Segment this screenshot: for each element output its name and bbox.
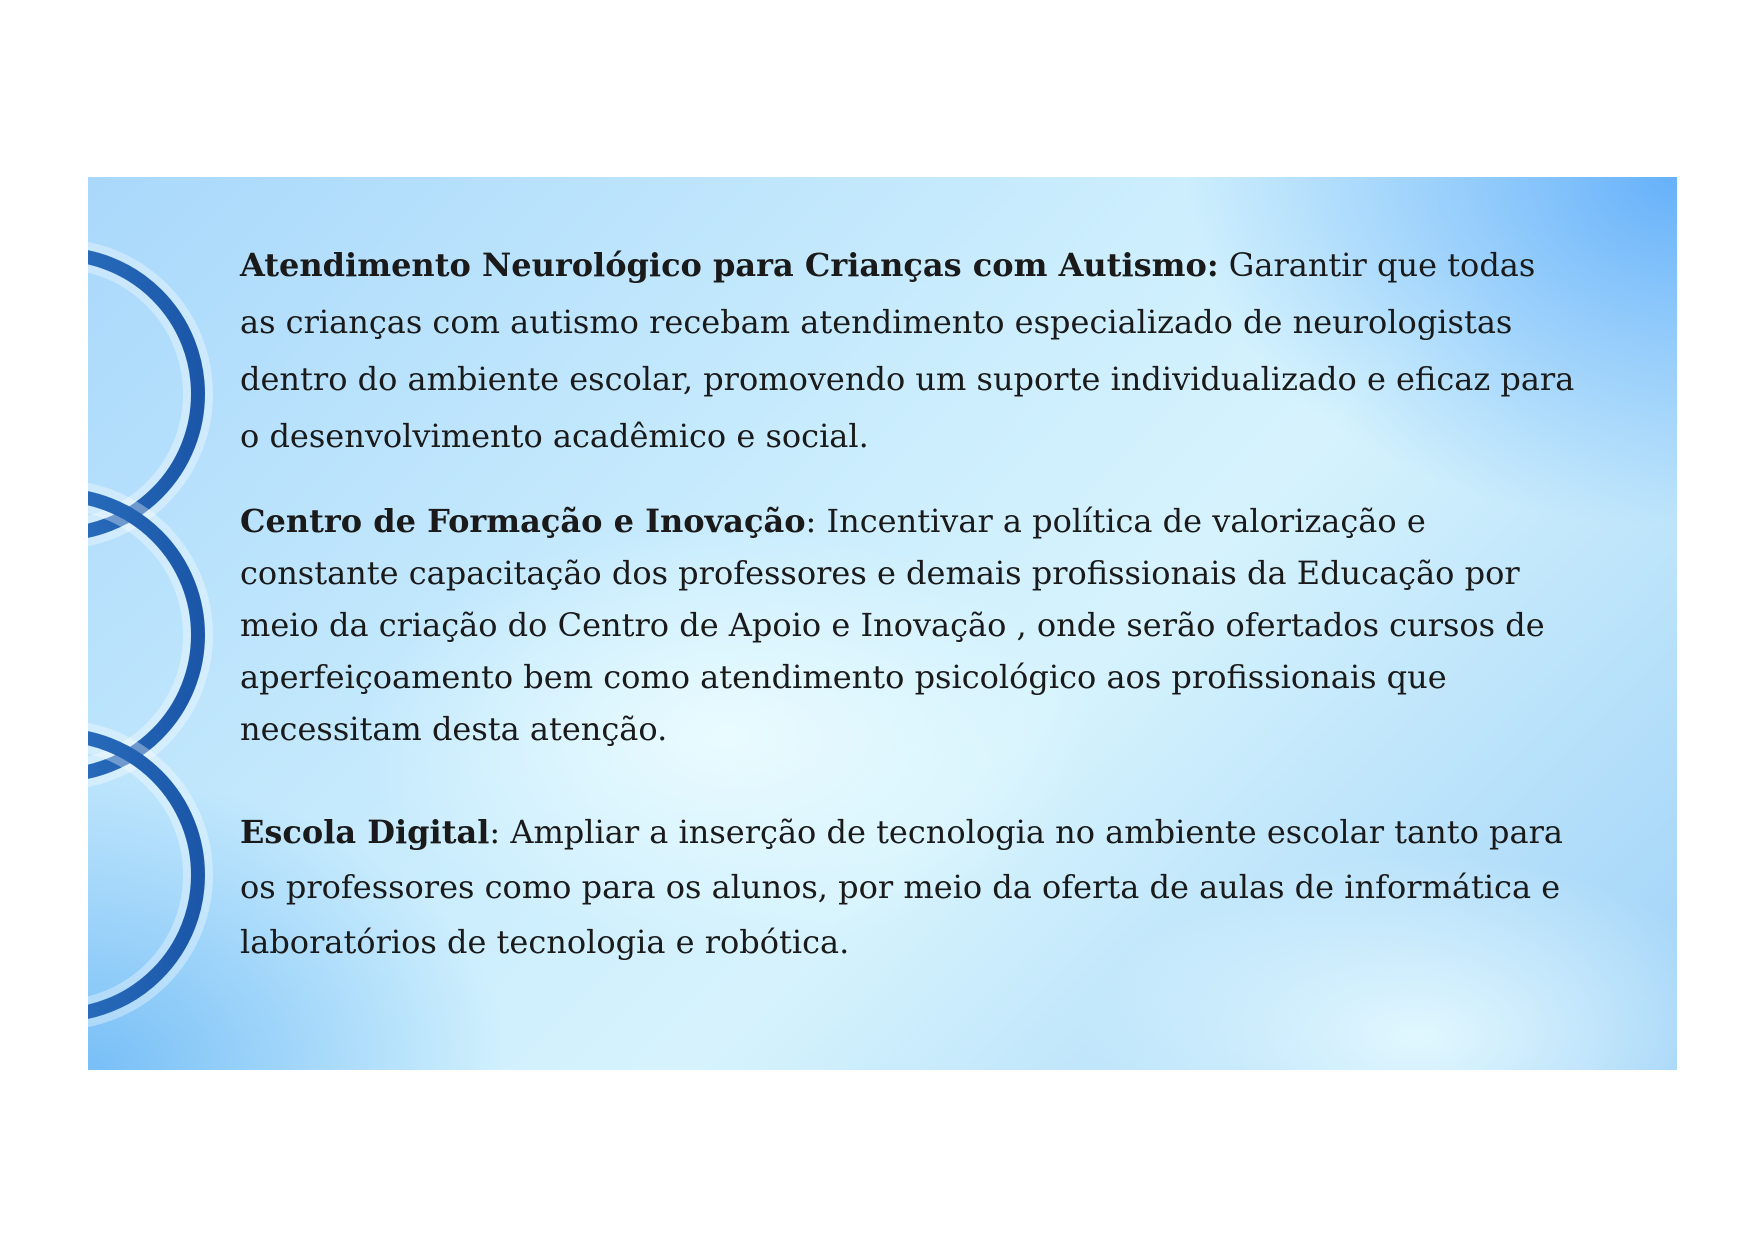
paragraph-heading: Centro de Formação e Inovação (240, 502, 806, 540)
decorative-rings (88, 177, 228, 1070)
paragraph-body: Garantir que todas as crianças com autismo recebam atendimento especializado de neurologistas dentro do ambiente escolar, promovendo um suporte individualizado e eficaz para o desenvolvimento acadêmico e social. (240, 246, 1575, 455)
slide-panel (88, 177, 1677, 1070)
paragraph-heading: Escola Digital (240, 813, 490, 851)
paragraph-heading: Atendimento Neurológico para Crianças com Autismo: (240, 246, 1219, 284)
paragraph-body: : Ampliar a inserção de tecnologia no ambiente escolar tanto para os professores como para os alunos, por meio da oferta de aulas de informática e laboratórios de tecnologia e robótica. (240, 813, 1563, 961)
paragraph-autism-care (240, 237, 1580, 465)
paragraph-training-center (240, 495, 1580, 755)
paragraph-digital-school (240, 805, 1580, 970)
paragraph-body: : Incentivar a política de valorização e constante capacitação dos professores e demais profissionais da Educação por meio da criação do Centro de Apoio e Inovação , onde serão ofertados cursos de aperfeiçoamento bem como atendimento psicológico aos profissionais que necessitam desta atenção. (240, 502, 1545, 748)
content-text (240, 237, 1580, 970)
